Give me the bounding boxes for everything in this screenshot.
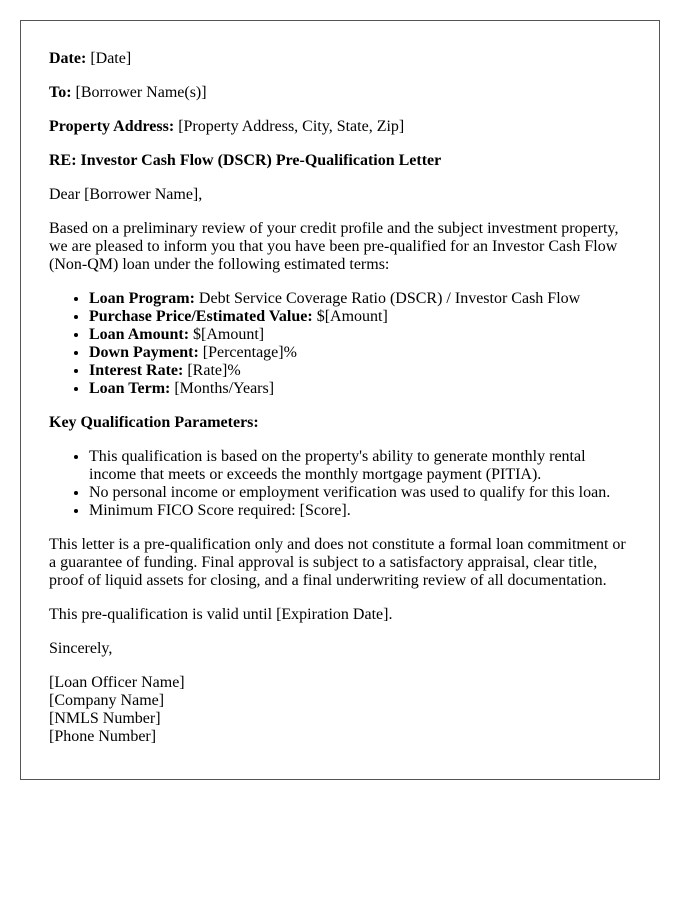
list-item: • No personal income or employment verification was used to qualify for this loan.: [89, 484, 631, 502]
phone-number: [Phone Number]: [49, 728, 157, 745]
list-item: • Minimum FICO Score required: [Score].: [89, 502, 631, 520]
property-address-label: Property Address:: [49, 118, 175, 135]
nmls-number: [NMLS Number]: [49, 710, 161, 727]
term-label: Loan Amount:: [89, 326, 190, 343]
validity-paragraph: This pre-qualification is valid until [Expiration Date].: [49, 606, 393, 623]
list-item: [89, 326, 631, 344]
property-address-line: [49, 118, 631, 136]
list-item: [89, 308, 631, 326]
to-value: [Borrower Name(s)]: [71, 84, 207, 101]
to-label: To:: [49, 84, 72, 101]
term-value: $[Amount]: [312, 308, 388, 325]
term-value: Debt Service Coverage Ratio (DSCR) / Investor Cash Flow: [194, 290, 581, 307]
re-line: [49, 152, 631, 170]
list-item: [89, 344, 631, 362]
intro-paragraph: Based on a preliminary review of your credit profile and the subject investment property, we are pleased to inform you that you have been pre-qualified for an Investor Cash Flow (Non-QM) loan under the following estimated terms:: [49, 220, 619, 273]
term-label: Interest Rate:: [89, 362, 184, 379]
date-value: [Date]: [86, 50, 132, 67]
property-address-value: [Property Address, City, State, Zip]: [174, 118, 405, 135]
list-item: [89, 290, 631, 308]
list-item: [89, 362, 631, 380]
loan-terms-list: [49, 290, 631, 398]
loan-officer-name: [Loan Officer Name]: [49, 674, 185, 691]
greeting: Dear [Borrower Name],: [49, 186, 203, 203]
letter: [20, 20, 660, 780]
term-value: $[Amount]: [189, 326, 265, 343]
date-label: Date:: [49, 50, 87, 67]
signature-block: [49, 674, 631, 746]
params-heading-text: Key Qualification Parameters:: [49, 414, 259, 431]
term-label: Down Payment:: [89, 344, 199, 361]
date-line: [49, 50, 631, 68]
re-subject: RE: Investor Cash Flow (DSCR) Pre-Qualification Letter: [49, 152, 442, 169]
closing: Sincerely,: [49, 640, 113, 657]
term-value: [Months/Years]: [170, 380, 275, 397]
params-heading: [49, 414, 631, 432]
qualification-params-list: [49, 448, 631, 520]
term-label: Loan Term:: [89, 380, 171, 397]
term-value: [Percentage]%: [198, 344, 297, 361]
to-line: [49, 84, 631, 102]
company-name: [Company Name]: [49, 692, 165, 709]
term-label: Purchase Price/Estimated Value:: [89, 308, 313, 325]
term-value: [Rate]%: [183, 362, 241, 379]
term-label: Loan Program:: [89, 290, 195, 307]
list-item: [89, 380, 631, 398]
list-item: • This qualification is based on the property's ability to generate monthly rental income that meets or exceeds the monthly mortgage payment (PITIA).: [89, 448, 631, 484]
disclaimer-paragraph: This letter is a pre-qualification only and does not constitute a formal loan commitment or a guarantee of funding. Final approval is subject to a satisfactory appraisal, clear title, proof of liquid assets for closing, and a final underwriting review of all documentation.: [49, 536, 626, 589]
